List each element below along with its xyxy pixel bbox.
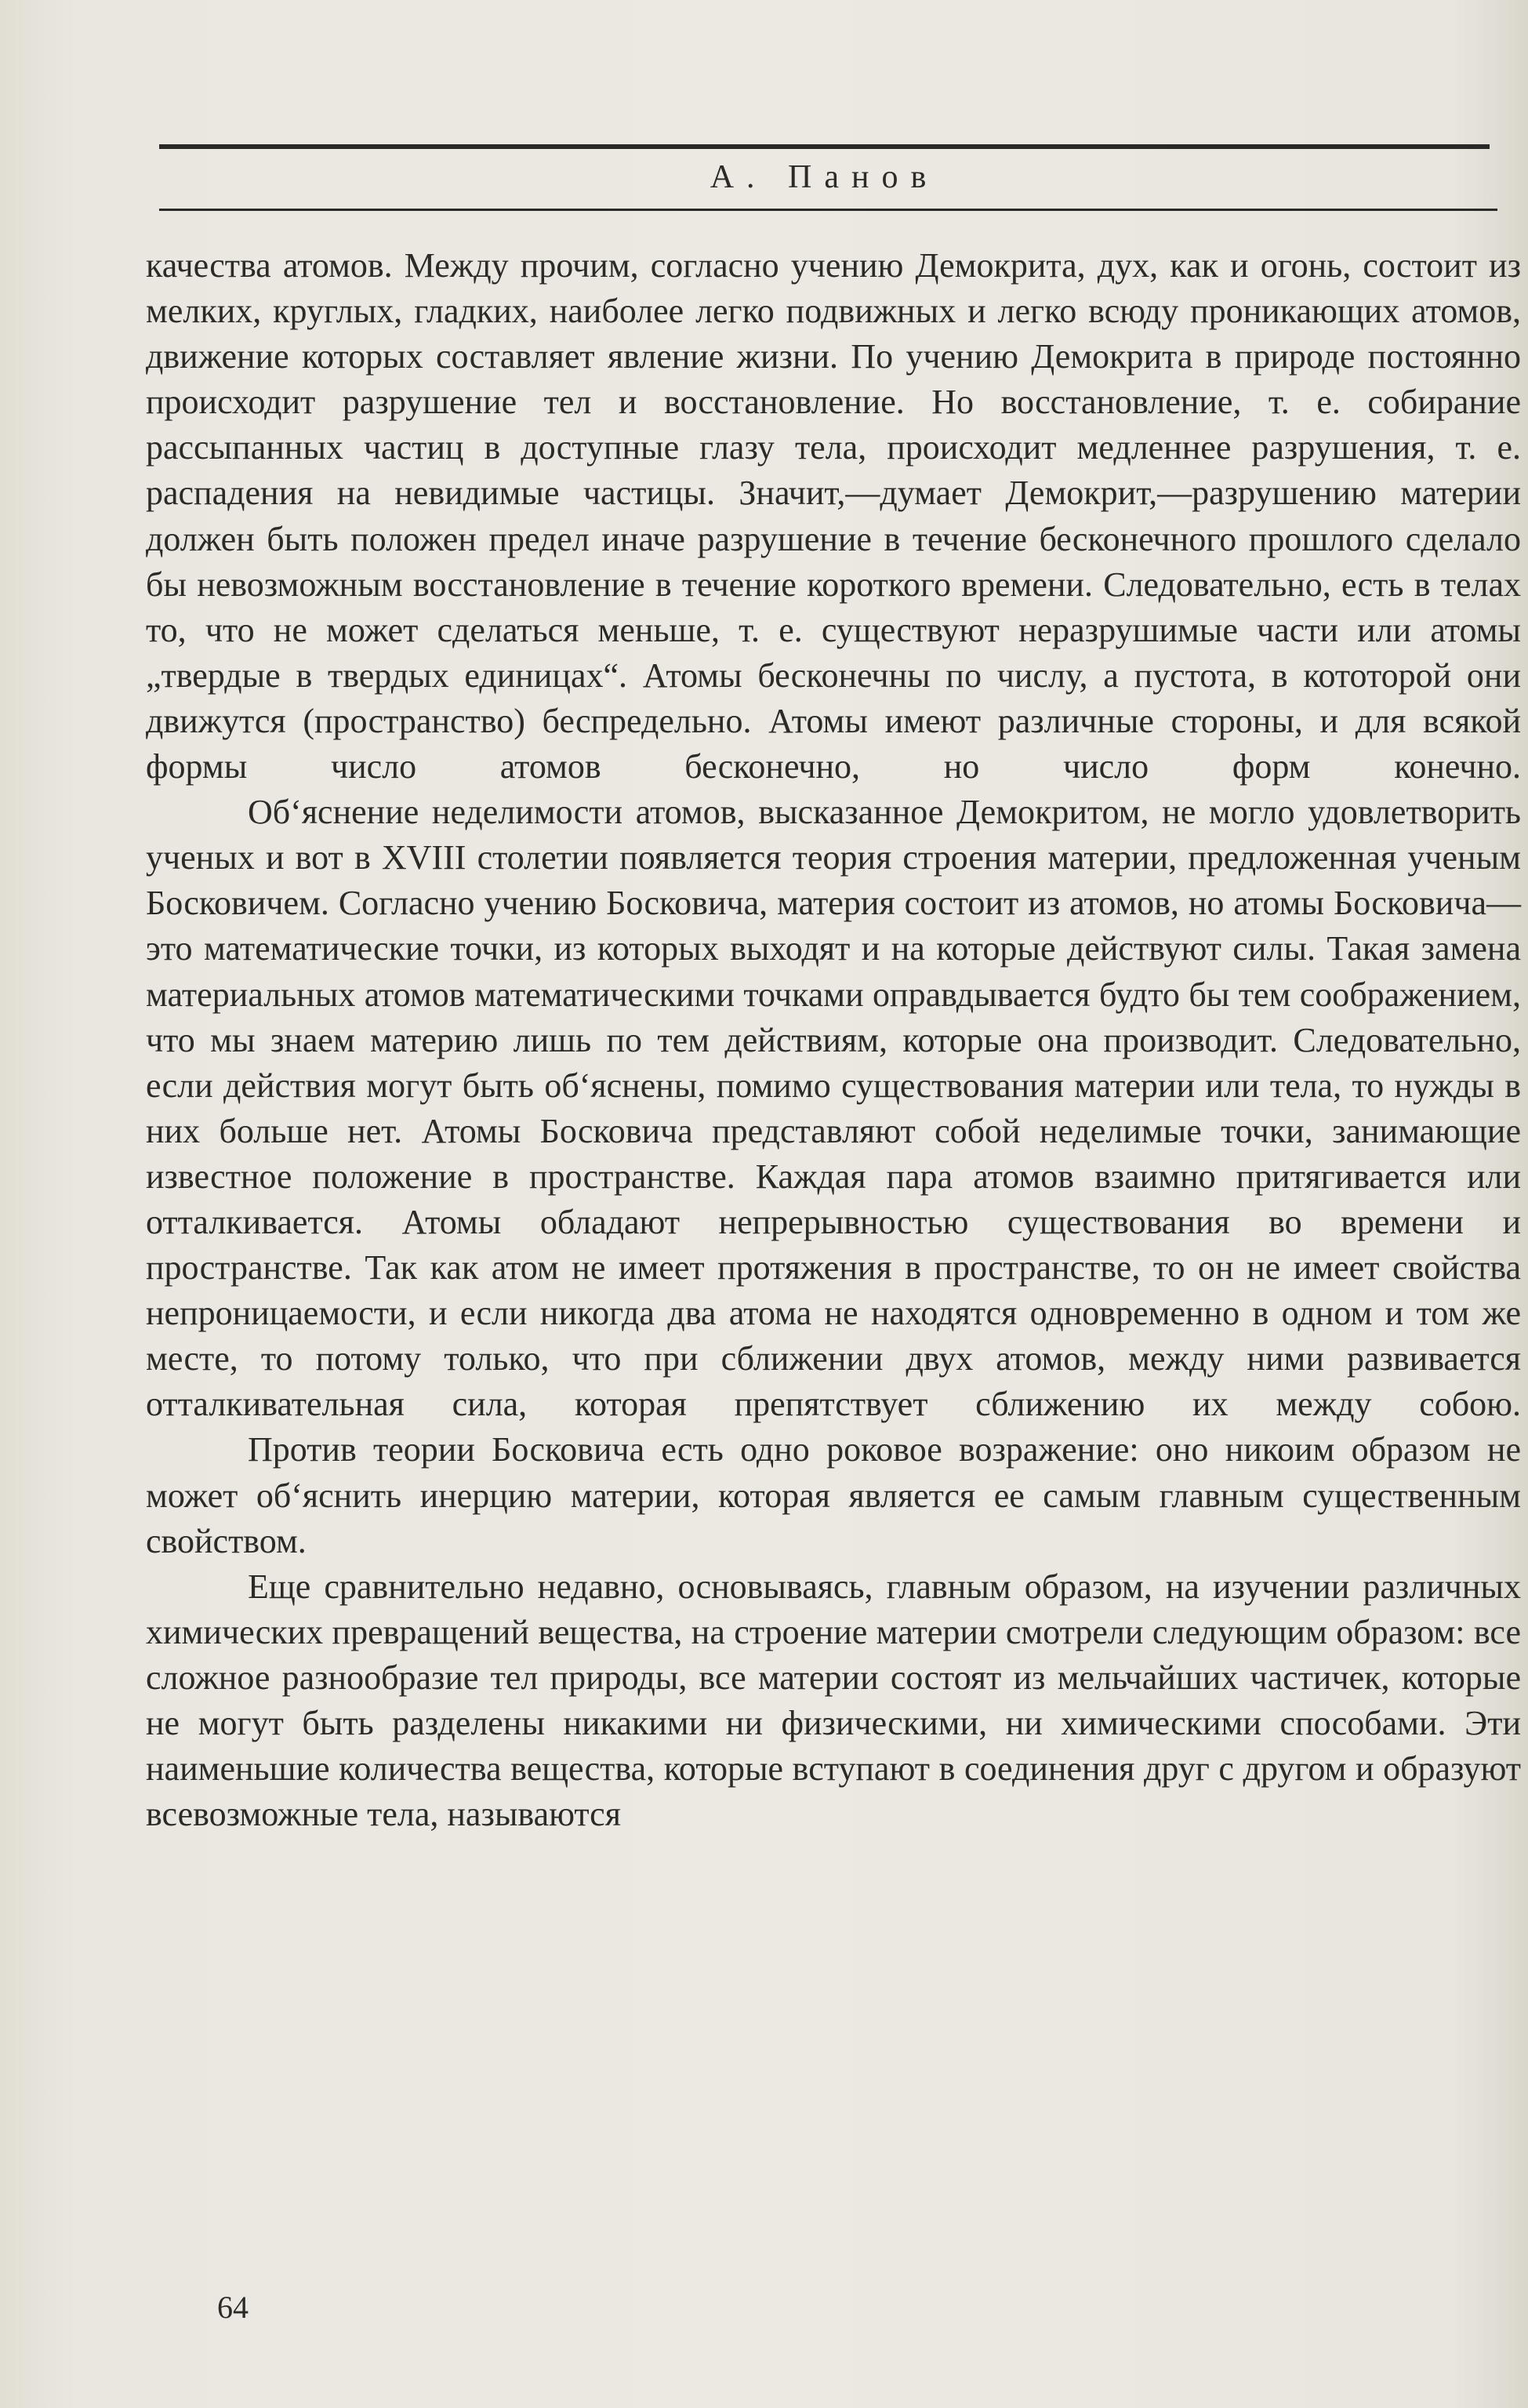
running-head: А. Панов xyxy=(710,159,939,195)
paragraph: Об‘яснение неделимости атомов, высказанное Демокритом, не могло удовлетворить ученых и вот в XVIII столетии появляется теория строения материи, предложенная ученым Босковичем. Согласно учению Босковича, материя состоит из атомов, но атомы Босковича—это математические точки, из которых выходят и на которые действуют силы. Такая замена материальных атомов математическими точками оправдывается будто бы тем соображением, что мы знаем материю лишь по тем действиям, которые она производит. Следовательно, если действия могут быть об‘яснены, помимо существования материи или тела, то нужды в них больше нет. Атомы Босковича представляют собой неделимые точки, занимающие известное положение в пространстве. Каждая пара атомов взаимно притягивается или отталкивается. Атомы обладают непрерывностью существования во времени и пространстве. Так как атом не имеет протяжения в пространстве, то он не имеет свойства непроницаемости, и если никогда два атома не находятся одновременно в одном и том же месте, то потому только, что при сближении двух атомов, между ними развивается отталкивательная сила, которая препятствует сближению их между собою. xyxy=(146,793,1521,1424)
header-rule-bottom xyxy=(159,209,1497,211)
body-text xyxy=(146,243,1521,1837)
page-number: 64 xyxy=(217,2290,249,2325)
paragraph-continued: качества атомов. Между прочим, согласно учению Демокрита, дух, как и огонь, состоит из мелких, круглых, гладких, наиболее легко подвижных и легко всюду проникающих атомов, движение которых составляет явление жизни. По учению Демокрита в природе постоянно происходит разрушение тел и восстановление. Но восстановление, т. е. собирание рассыпанных частиц в доступные глазу тела, происходит медленнее разрушения, т. е. распадения на невидимые частицы. Значит,—думает Демокрит,—разрушению материи должен быть положен предел иначе разрушение в течение бесконечного прошлого сделало бы невозможным восстановление в течение короткого времени. Следовательно, есть в телах то, что не может сделаться меньше, т. е. существуют неразрушимые части или атомы „твердые в твердых единицах“. Атомы бесконечны по числу, а пустота, в кототорой они движутся (пространство) беспредельно. Атомы имеют различные стороны, и для всякой формы число атомов бесконечно, но число форм конечно. xyxy=(146,246,1521,786)
header-rule-top xyxy=(159,144,1490,149)
paragraph: Против теории Босковича есть одно роковое возражение: оно никоим образом не может об‘яснить инерцию материи, которая является ее самым главным существенным свойством. xyxy=(146,1430,1521,1560)
paragraph: Еще сравнительно недавно, основываясь, главным образом, на изучении различных химических превращений вещества, на строение материи смотрели следующим образом: все сложное разнообразие тел природы, все материи состоят из мельчайших частичек, которые не могут быть разделены никакими ни физическими, ни химическими способами. Эти наименьшие количества вещества, которые вступают в соединения друг с другом и образуют всевозможные тела, называются xyxy=(146,1567,1521,1834)
